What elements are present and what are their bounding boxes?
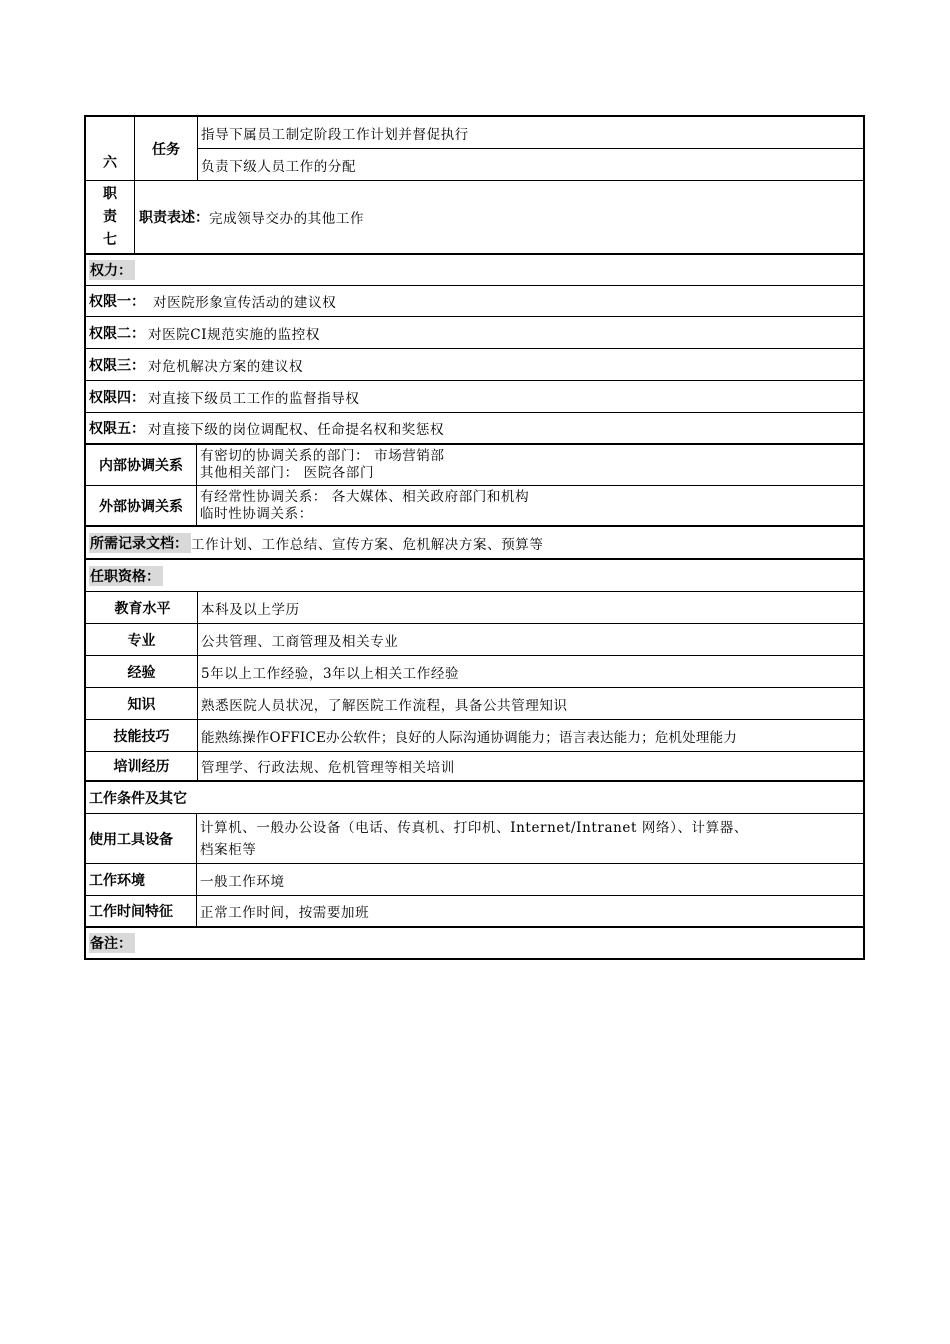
authority-item-label: 权限五：: [89, 421, 145, 437]
records-row: [86, 527, 863, 558]
qualification-value: 5年以上工作经验，3年以上相关工作经验: [197, 656, 863, 687]
section-seven-index: [86, 181, 134, 253]
relation-details: [196, 445, 863, 485]
authority-item-label: 权限四：: [89, 389, 145, 406]
notes-label: 备注：: [89, 933, 135, 953]
work-time-value: 正常工作时间，按需要加班: [196, 896, 863, 926]
qualification-label: 经验: [127, 664, 156, 681]
tools-value: [196, 814, 863, 863]
qualification-value: 本科及以上学历: [197, 592, 863, 623]
authority-item: [86, 285, 863, 316]
notes-block: [84, 928, 865, 960]
environment-row: [86, 863, 863, 895]
authority-item-text: 对医院形象宣传活动的建议权: [153, 295, 337, 311]
qualification-row: [86, 687, 863, 719]
authority-item: [86, 412, 863, 443]
records-block: [84, 527, 865, 560]
task-item: 负责下级人员工作的分配: [198, 148, 863, 180]
authority-item-label: 权限一：: [89, 294, 145, 310]
conditions-title: 工作条件及其它: [89, 790, 187, 807]
records-label: 所需记录文档：: [89, 533, 191, 553]
duty-statement: [134, 181, 863, 253]
section-six: [86, 117, 863, 180]
authority-item: [86, 380, 863, 412]
qualification-row: [86, 719, 863, 751]
qualification-row: [86, 591, 863, 623]
authority-item: [86, 348, 863, 380]
work-time-label: 工作时间特征: [89, 904, 173, 920]
relation-label: 外部协调关系: [99, 498, 183, 515]
task-label: 任务: [134, 117, 197, 180]
task-item: 指导下属员工制定阶段工作计划并督促执行: [201, 126, 469, 143]
section-six-index: 六: [103, 155, 117, 171]
relation-line: 临时性协调关系：: [200, 505, 313, 522]
section-seven-char: 职: [103, 185, 117, 202]
qualification-label: 技能技巧: [113, 728, 170, 745]
authority-item-text: 对直接下级的岗位调配权、任命提名权和奖惩权: [148, 422, 445, 438]
qualification-value: 公共管理、工商管理及相关专业: [197, 624, 863, 655]
duties-block: [84, 115, 865, 255]
qualification-row: [86, 655, 863, 687]
relation-label: 内部协调关系: [99, 458, 183, 474]
duty-statement-label: 职责表述：: [139, 210, 209, 226]
task-list: [197, 117, 863, 180]
relation-row-internal: [86, 445, 863, 485]
section-seven-char: 七: [103, 231, 117, 248]
relation-line: 有密切的协调关系的部门： 市场营销部: [200, 448, 445, 464]
relation-line: 有经常性协调关系： 各大媒体、相关政府部门和机构: [200, 488, 530, 505]
qualifications-title-row: [86, 560, 863, 591]
authority-block: [84, 255, 865, 445]
environment-label: 工作环境: [89, 872, 145, 889]
work-time-row: [86, 895, 863, 926]
relations-block: [84, 445, 865, 527]
records-text: 工作计划、工作总结、宣传方案、危机解决方案、预算等: [191, 536, 544, 553]
qualification-row: [86, 623, 863, 655]
qualification-label: 培训经历: [113, 759, 170, 775]
section-seven: [86, 180, 863, 253]
qualification-label: 知识: [127, 696, 156, 713]
qualifications-title: 任职资格：: [89, 566, 163, 586]
job-description-table: [84, 115, 865, 960]
authority-item-text: 对医院CI规范实施的监控权: [148, 326, 320, 343]
qualifications-block: [84, 560, 865, 782]
notes-row: [86, 928, 863, 958]
authority-item-label: 权限二：: [89, 325, 145, 342]
tools-line: 计算机、一般办公设备（电话、传真机、打印机、Internet/Intranet 网络）、计算器、: [200, 819, 748, 836]
authority-title: 权力：: [89, 260, 135, 280]
qualification-value: 管理学、行政法规、危机管理等相关培训: [197, 752, 863, 780]
qualification-value: 能熟练操作OFFICE办公软件；良好的人际沟通协调能力；语言表达能力；危机处理能力: [197, 720, 863, 751]
relation-row-external: [86, 485, 863, 525]
authority-item-text: 对危机解决方案的建议权: [148, 358, 304, 375]
authority-item-text: 对直接下级员工工作的监督指导权: [148, 390, 360, 407]
qualification-label: 专业: [127, 632, 156, 649]
tools-row: [86, 813, 863, 863]
relation-line: 其他相关部门： 医院各部门: [200, 465, 375, 481]
environment-value: 一般工作环境: [196, 864, 863, 895]
authority-title-row: [86, 255, 863, 285]
tools-line: 档案柜等: [200, 841, 257, 858]
duty-statement-text: 完成领导交办的其他工作: [209, 211, 365, 227]
tools-label: 使用工具设备: [89, 831, 173, 848]
authority-item-label: 权限三：: [89, 357, 145, 374]
qualification-value: 熟悉医院人员状况，了解医院工作流程，具备公共管理知识: [197, 688, 863, 719]
authority-item: [86, 316, 863, 348]
conditions-block: [84, 782, 865, 928]
qualification-row: [86, 751, 863, 780]
section-seven-char: 责: [103, 208, 117, 225]
relation-details: [196, 486, 863, 525]
qualification-label: 教育水平: [114, 600, 171, 617]
